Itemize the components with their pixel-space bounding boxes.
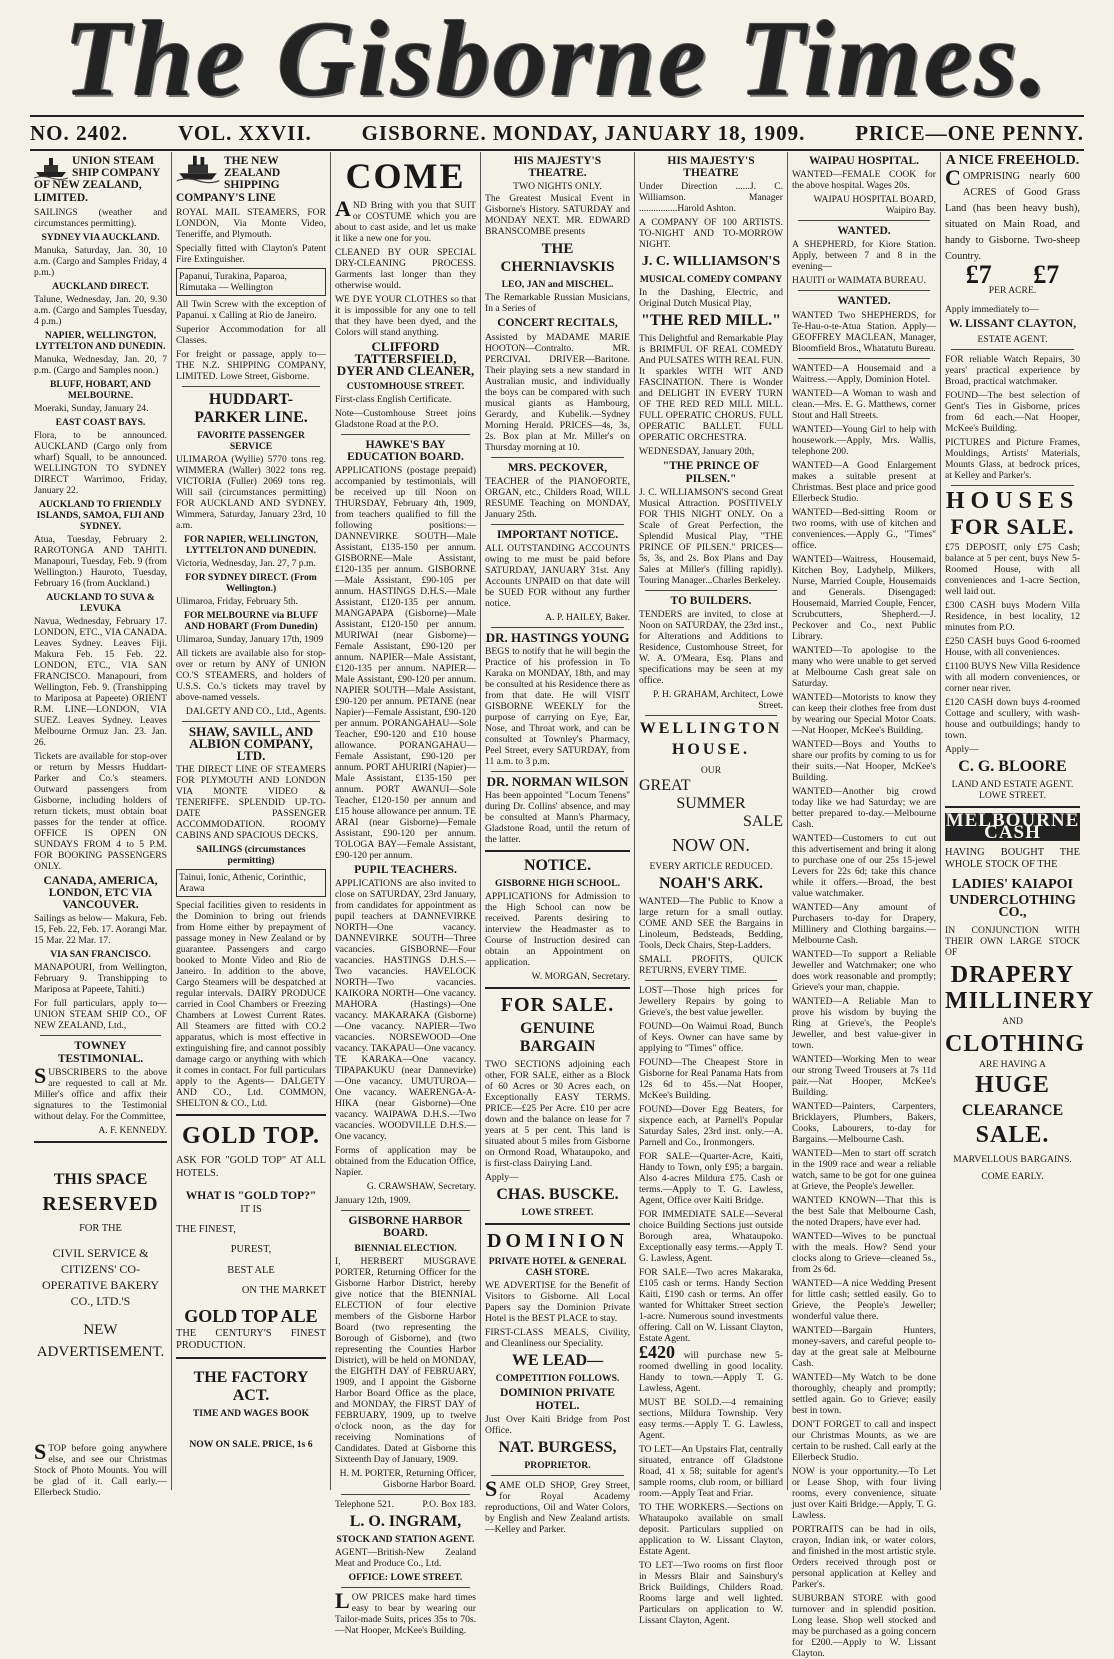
text: FOUND—Dover Egg Beaters, for sixpence each, at Parnell's Popular Saturday Sales, 23rd inst. only.—A. Parnell and Co., Ironmongers. <box>639 1103 783 1148</box>
signature: W. MORGAN, Secretary. <box>531 971 630 983</box>
heading: FOR SALE. <box>500 994 615 1017</box>
heading: DRAPERY <box>950 962 1075 989</box>
heading: AUCKLAND TO FRIENDLY ISLANDS, SAMOA, FIJI AND SYDNEY. <box>36 498 165 532</box>
signature: A. F. KENNEDY. <box>98 1124 167 1136</box>
text: SUMMER <box>676 795 746 813</box>
text: SUBURBAN STORE with good turnover and in splendid position. Long lease. Shop well stocked and may be purchased as a going concern for £200.—Apply to W. Lissant Clayton. <box>792 1592 936 1659</box>
text: FOR IMMEDIATE SALE—Several choice Building Sections just outside Borough area, Whataupoko. Exceptionally easy terms.—Apply T. G. Lawless, Agent. <box>639 1208 783 1264</box>
text: January 12th, 1909. <box>335 1195 411 1207</box>
heading: LOWE STREET. <box>521 1207 594 1219</box>
heading: THIS SPACE <box>53 1170 148 1188</box>
union-ad <box>34 155 167 1031</box>
place-date: GISBORNE. MONDAY, JANUARY 18, 1909. <box>361 120 806 145</box>
text: THE DIRECT LINE OF STEAMERS FOR PLYMOUTH AND LONDON VIA MONTE VIDEO & TENERIFFE. SPLENDID UP-TO-DATE PASSENGER ACCOMMODATION. ROOMY CABINS AND SPACIOUS DECKS. <box>176 764 326 842</box>
text: THE FINEST, <box>176 1224 236 1236</box>
heading: MUSICAL COMEDY COMPANY <box>639 274 783 286</box>
heading: STOCK AND STATION AGENT. <box>336 1533 475 1545</box>
text: SAME OLD SHOP, Grey Street, for Royal Academy reproductions, Oil and Water Colors, by English and New Zealand artists.—Kelley and Parker. <box>485 1475 630 1535</box>
heading: MELBOURNE CASH <box>945 809 1080 843</box>
text: IN CONJUNCTION WITH THEIR OWN LARGE STOCK OF <box>945 925 1080 959</box>
text: Superior Accommodation for all Classes. <box>176 323 326 346</box>
text: APPLICATIONS (postage prepaid) accompanied by testimonials, will be received up till Noon on THURSDAY, February 4th, 1909, from teachers qualified to fill the following positions:— DANNEVIRKE SOUTH—Male Assistant, £135-150 per annum. GISBORNE—Male Assistant, £120-135 per annum. GISBORNE—Male Assistant, £90-105 per annum. HASTINGS D.H.S.—Male Assistant, £120-135 per annum. MANGAPAPA (Gisborne)—Male Assistant, £120-150 per annum. MURIWAI (near Gisborne)—Female Assistant, £90-120 per annum. NAPIER—Male Assistant, £120-135 per annum. NAPIER—Male Assistant, £90-120 per annum. NAPIER SOUTH—Male Assistant, £90-120 per annum. PETANE (near Napier)—Female Assistant, £90-120 per annum. PORANGAHAU—Sole Teacher, £90-120 and £10 house allowance. PORANGAHAU—Female Assistant, £90-120 per annum. PORT AHURIRI (Napier)—Male Assistant, £135-150 per annum. PORT AWANUI—Sole Teacher, £120-150 per annum and £15 house allowance per annum. TE ARAI (near Gisborne)—Female Assistant, £90-120 per annum. TOLOGA BAY—Female Assistant, £90-120 per annum. <box>335 465 477 862</box>
text: Victoria, Wednesday, Jan. 27, 7 p.m. <box>176 557 316 569</box>
text: PER ACRE. <box>988 285 1037 297</box>
text: CIVIL SERVICE & CITIZENS' CO-OPERATIVE BAKERY CO., LTD.'S <box>41 1246 159 1309</box>
text: All tickets are available also for stop-over or return by ANY of UNION CO.'S STEAMERS, and holders of U.S.S. Co.'s tickets may travel by above-named vessels. <box>176 647 326 703</box>
text: OUR <box>700 765 722 777</box>
text: WANTED—A Woman to wash and clean.—Mrs. E. G. Matthews, corner Stout and Hall Streets. <box>792 387 936 421</box>
heading: VIA SAN FRANCISCO. <box>50 949 151 961</box>
dateline-rule <box>30 149 1084 151</box>
heading: DR. NORMAN WILSON <box>486 774 629 790</box>
text: DALGETY AND CO., Ltd., Agents. <box>185 705 326 717</box>
heading: PROPRIETOR. <box>524 1459 591 1471</box>
ship-icon <box>176 152 220 182</box>
text: BEST ALE <box>227 1264 275 1276</box>
text: Specially fitted with Clayton's Patent Fire Extinguisher. <box>176 242 326 265</box>
heading: WELLINGTON <box>639 720 783 738</box>
text: Assisted by MADAME MARIE HOOTON—Contralto. MR. PERCIVAL DRIVER—Baritone. Their playing sets a new standard in Australian music, and individually the boys can be compared with such musical giants as Hambourg, Gerardy, and Kubelik.—Sydney Morning Herald. PRICES—4s, 3s, 2s. Box plan at Mr. Miller's on Thursday morning at 10. <box>485 331 630 453</box>
text: In the Dashing, Electric, and Original Dutch Musical Play, <box>639 287 783 310</box>
text: ALL OUTSTANDING ACCOUNTS owing to me must be paid before SATURDAY, JANUARY 31st. Any Accounts UNPAID on that date will be SUED FOR without any further notice. <box>485 543 630 610</box>
column-1 <box>30 152 171 1498</box>
heading: C. G. BLOORE <box>958 757 1067 775</box>
heading: TOWNEY TESTIMONIAL. <box>57 1040 144 1065</box>
text: AGENT—British-New Zealand Meat and Produce Co., Ltd. <box>335 1546 476 1569</box>
column-5 <box>635 152 787 1626</box>
text: ASK FOR "GOLD TOP" AT ALL HOTELS. <box>176 1155 326 1179</box>
heading: NAT. BURGESS, <box>498 1438 617 1456</box>
heading: FOR MELBOURNE via BLUFF AND HOBART (From Dunedin) <box>183 609 319 632</box>
heading: MRS. PECKOVER, <box>507 461 608 474</box>
heading: "THE RED MILL." <box>640 312 781 330</box>
column-2 <box>172 152 330 1492</box>
text: LOW PRICES make hard times easy to bear by wearing our Tailor-made Suits, prices 35s to 70s.—Nat Hooper, McKee's Building. <box>335 1587 476 1636</box>
text: Forms of application may be obtained from the Education Office, Napier. <box>335 1145 476 1179</box>
text: WE DYE YOUR CLOTHES so that it is impossible for any one to tell that they have been dyed, and the Colors will stand anything. <box>335 294 476 338</box>
heading: COMPETITION FOLLOWS. <box>495 1373 620 1385</box>
heading: SYDNEY VIA AUCKLAND. <box>41 231 160 243</box>
text: I, HERBERT MUSGRAVE PORTER, Returning Officer for the Gisborne Harbor District, hereby give notice that the BIENNIAL ELECTION of four elective members of the Gisborne Harbor Board (two representing the Borough of Gisborne), and (two representing the Counties Harbor District), will be held on MONDAY, the EIGHTH DAY of FEBRUARY, 1909, and I appoint the Gisborne Harbor Board Office as the place, and MONDAY, the FIRST DAY of FEBRUARY, 1909, up to twelve o'clock noon, as the day for receiving Nominations of Candidates. Dated at Gisborne this Sixteenth Day of January, 1909. <box>335 1255 476 1465</box>
text: EVERY ARTICLE REDUCED. <box>649 860 773 872</box>
text: TO LET—Two rooms on first floor in Messrs Blair and Sainsbury's Brick Buildings, Childers Road. Rooms large and well lighted. Particulars on application to W. Lissant Clayton, Agent. <box>639 1559 783 1626</box>
heading: AUCKLAND DIRECT. <box>52 280 149 292</box>
text: This Delightful and Remarkable Play is BRIMFUL OF REAL COMEDY And PULSATES WITH REAL FUN. It sparkles WITH WIT AND FASCINATION. There is Wonder and DELIGHT IN EVERY TURN OF THE RED RED MILL MILL. FULL OPERATIC CHORUS. FULL OPERATIC BALLET. FULL OPERATIC ORCHESTRA. <box>639 333 783 444</box>
text: A COMPANY OF 100 ARTISTS. TO-NIGHT AND TO-MORROW NIGHT. <box>639 217 783 251</box>
heading: PRIVATE HOTEL & GENERAL CASH STORE. <box>488 1256 627 1279</box>
heading: GENUINE BARGAIN <box>519 1020 596 1056</box>
heading: L. O. INGRAM, <box>349 1512 462 1530</box>
issue-number: NO. 2402. <box>30 120 129 145</box>
text: Note—Customhouse Street joins Gladstone Road at the P.O. <box>335 407 476 430</box>
text: WANTED—My Watch to be done thoroughly, cheaply and promptly; settled again. Go to Grieve; easily best in town. <box>792 1371 936 1416</box>
heading: FOR SALE. <box>950 513 1075 539</box>
heading: HUGE <box>975 1072 1050 1099</box>
text: ULIMAROA (Wyllie) 5770 tons reg. WIMMERA (Waller) 3022 tons reg. VICTORIA (Fuller) 2069 tons reg. Will sail (circumstances permitting) FOR AUCKLAND AND SYDNEY. Wimmera, Saturday, January 23rd, 10 a.m. <box>176 453 326 531</box>
text: WANTED—A nice Wedding Present for little cash; settled easily. Go to Grieve, the People's Jeweller; wonderful value there. <box>792 1277 936 1322</box>
text: £1100 BUYS New Villa Residence with all modern conveniences, or corner near river. <box>945 660 1080 694</box>
signature: G. CRAWSHAW, Secretary. <box>366 1181 476 1193</box>
text: NOW ON. <box>672 834 750 855</box>
sailing-table: Papanui, Turakina, Paparoa, Rimutaka — Wellington <box>176 268 326 296</box>
heading: FOR SYDNEY DIRECT. (From Wellington.) <box>185 571 317 594</box>
heading: DOMINION PRIVATE HOTEL. <box>500 1387 615 1412</box>
text: WANTED—Boys and Youths to share our profits by coming to us for their suits.—Nat Hooper, McKee's Building. <box>792 738 936 783</box>
text: TWO NIGHTS ONLY. <box>513 181 602 193</box>
heading: CHAS. BUSCKE. <box>496 1186 619 1204</box>
text: PUREST, <box>230 1244 272 1256</box>
heading: LADIES' KAIAPOI <box>952 877 1073 893</box>
text: Ulimaroa, Friday, February 5th. <box>176 595 298 607</box>
text: IT IS <box>240 1204 262 1216</box>
text: CLEANED BY OUR SPECIAL DRY-CLEANING PROCESS. Garments last longer than they otherwise would. <box>335 247 476 291</box>
text: FOR reliable Watch Repairs, 30 years' practical experience by Broad, practical watchmaker. <box>945 353 1080 387</box>
heading: LEO, JAN and MISCHEL. <box>501 279 614 291</box>
heading: NAPIER, WELLINGTON, LYTTELTON AND DUNEDIN. <box>35 329 166 352</box>
text: Tickets are available for stop-over or return by Messrs Huddart-Parker and Co.'s steamers. Outward passengers from Gisborne, including holders of return tickets, must obtain boat passes for the tender at office. OFFICE IS OPEN ON SUNDAYS FROM 4 to 5 P.M. FOR BOOKING PASSENGERS ONLY. <box>34 750 167 872</box>
ship-icon <box>34 155 68 179</box>
heading: EAST COAST BAYS. <box>55 416 146 428</box>
reserved-ad <box>34 1171 167 1363</box>
text: AND Bring with you that SUIT or COSTUME which you are about to cast aside, and let us make it like a new one for you. <box>335 196 476 244</box>
text: ESTATE AGENT. <box>977 333 1048 345</box>
text: Just Over Kaiti Bridge from Post Office. <box>485 1413 630 1436</box>
text: FOR SALE—Quarter-Acre, Kaiti, Handy to Town, only £95; a bargain. Also 4-acres Mildura £75. Cash or terms.—Apply to T. G. Lawless, Agent, Office over Kaiti Bridge. <box>639 1150 783 1206</box>
text: Manuka, Wednesday, Jan. 20, 7 p.m. (Cargo and Samples noon.) <box>34 353 167 376</box>
text: MARVELLOUS BARGAINS. <box>953 1154 1072 1166</box>
heading: HOUSES <box>945 487 1080 514</box>
heading: GOLD TOP. <box>182 1123 320 1150</box>
heading: NOTICE. <box>523 857 592 875</box>
text: WANTED—A Good Enlargement makes a suitable present at Christmas. Best place and price good Ellerbeck Studio. <box>792 459 936 504</box>
text: Atua, Tuesday, February 2. RAROTONGA AND TAHITI. Manapouri, Tuesday, Feb. 9 (from Wellington.) Hauroto, Tuesday, February 16 (from Auckland.) <box>34 533 167 589</box>
heading: J. C. WILLIAMSON'S <box>641 254 781 270</box>
text: Has been appointed "Locum Tenens" during Dr. Collins' absence, and may be consulted at Mann's Pharmacy, Gladstone Road, until the return of the latter. <box>485 790 630 846</box>
heading: SAILINGS (circumstances permitting) <box>196 844 306 867</box>
stop-ad <box>34 1439 167 1501</box>
text: DON'T FORGET to call and inspect our Christmas Mounts, as we are certain to be rushed. Call early at the Ellerbeck Studio. <box>792 1418 936 1463</box>
text: WEDNESDAY, January 20th, <box>639 446 755 458</box>
text: First-class English Certificate. <box>335 393 452 405</box>
heading: WE LEAD— <box>511 1352 604 1370</box>
text: THE CENTURY'S FINEST PRODUCTION. <box>176 1328 326 1352</box>
text: COME EARLY. <box>981 1171 1044 1183</box>
text: P.O. Box 183. <box>422 1498 476 1510</box>
text: WANTED—Wives to be punctual with the meals. How? Send your clocks along to Grieve—cleaned 5s., from 2s 6d. <box>792 1230 936 1275</box>
text: Manuka, Saturday, Jan. 30, 10 a.m. (Cargo and Samples Friday, 4 p.m.) <box>34 244 167 278</box>
text: PICTURES and Picture Frames, Mouldings, Artists' Materials, Mounts Glass, at bedrock prices, at Kelley and Parker's. <box>945 436 1080 481</box>
text: WANTED—Young Girl to help with housework.—Apply, Mrs. Wallis, telephone 200. <box>792 423 936 457</box>
text: WANTED—Any amount of Purchasers to-day for Drapery, Millinery and Clothing bargains.—Melbourne Cash. <box>792 901 936 946</box>
heading: IMPORTANT NOTICE. <box>496 528 619 541</box>
text: WANTED—Working Men to wear our strong Tweed Trousers at 7s 11d pair.—Nat Hooper, McKee's Building. <box>792 1053 936 1098</box>
text: COMPRISING nearly 600 ACRES of Good Grass Land (has been heavy bush), situated on Main Road, and handy to Gisborne. Two-sheep Country. <box>945 165 1080 263</box>
text: FOR THE <box>79 1222 122 1234</box>
text: Apply— <box>945 743 979 755</box>
text: Under Direction ......J. C. Williamson. Manager ................Harold Ashton. <box>639 181 783 215</box>
text: STOP before going anywhere else, and see our Christmas Stock of Photo Mounts. You will be glad of it. Call early.—Ellerbeck Studio. <box>34 1439 167 1498</box>
text: Apply— <box>485 1172 519 1184</box>
heading: FAVORITE PASSENGER SERVICE <box>197 429 305 452</box>
heading: WAIPAU HOSPITAL. <box>808 155 920 167</box>
heading: CANADA, AMERICA, LONDON, ETC VIA VANCOUVER. <box>43 874 158 912</box>
heading: RESERVED <box>42 1192 159 1215</box>
text: WANTED—The Public to Know a large return for a small outlay. COME AND SEE the Bargains in Linoleum, Bedsteads, Bedding, Tools, Deck Chairs, Step-Ladders. <box>639 895 783 951</box>
text: MANAPOURI, from Wellington, February 9. Transhipping to Mariposa at Papeete, Tahiti.) <box>34 962 167 996</box>
text: WANTED—Another big crowd today like we had Saturday; we are better prepared to-day.—Melbourne Cash. <box>792 785 936 830</box>
heading: FOR NAPIER, WELLINGTON, LYTTELTON AND DUNEDIN. <box>184 533 318 556</box>
heading: BLUFF, HOBART, AND MELBOURNE. <box>50 378 151 401</box>
text: HAVING BOUGHT THE WHOLE STOCK OF THE <box>945 847 1080 871</box>
text: FOUND—The Cheapest Store in Gisborne for Real Panama Hats from 12s 6d to 45s.—Nat Hooper, McKee's Building. <box>639 1056 783 1101</box>
heading: COME <box>345 156 466 196</box>
text: WANTED—Bargain Hunters, money-savers, and careful people to-day at the great sale at Melbourne Cash. <box>792 1324 936 1369</box>
text: Moeraki, Sunday, January 24. <box>34 402 149 414</box>
text: Ulimaroa, Sunday, January 17th, 1909 <box>176 633 324 645</box>
text: WANTED—A Housemaid and a Waitress.—Apply, Dominion Hotel. <box>792 362 936 385</box>
text: For freight or passage, apply to— THE N.Z. SHIPPING COMPANY, LIMITED. Lowe Street, Gisborne. <box>176 348 326 382</box>
text: ROYAL MAIL STEAMERS, FOR LONDON, Via Monte Video, Teneriffe, and Plymouth. <box>176 206 326 240</box>
text: TENDERS are invited, to close at Noon on SATURDAY, the 23rd inst., for Alterations and Additions to Residence, Customhouse Street, for W. A. O'Meara, Esq. Plans and specifications may be seen at my office. <box>639 609 783 687</box>
heading: DR. HASTINGS YOUNG <box>485 630 630 646</box>
text: AND <box>1002 1016 1023 1028</box>
text: TO LET—An Upstairs Flat, centrally situated, entrance off Gladstone Road, 41 x 58; suitable for agent's sample rooms, club room, or billiard room.—Apply Teat and Friar. <box>639 1443 783 1499</box>
text: All Twin Screw with the exception of Papanui. x Calling at Rio de Janeiro. <box>176 298 326 321</box>
text: TEACHER of the PIANOFORTE, ORGAN, etc., Childers Road, WILL RESUME Teaching on MONDAY, January 25th. <box>485 475 630 520</box>
text: WANTED—To support a Reliable Jeweller and Watchmaker; one who does work reasonable and promptly; Grieve's your man, chappie. <box>792 948 936 993</box>
text: Apply immediately to— <box>945 304 1039 316</box>
heading: HIS MAJESTY'S THEATRE. <box>513 155 602 180</box>
heading: NOAH'S ARK. <box>658 874 763 892</box>
text: WANTED—Customers to cut out this advertisement and bring it along to purchase one of our 25s 15-jewel Levers for 22s 6d; take this chance while it offers.—Broad, the best value watchmaker. <box>792 832 936 899</box>
text: Talune, Wednesday, Jan. 20, 9.30 a.m. (Cargo and Samples Tuesday, 4 p.m.) <box>34 293 167 327</box>
price: PRICE—ONE PENNY. <box>855 120 1084 145</box>
heading: UNION STEAM SHIP COMPANY OF NEW ZEALAND, LIMITED. <box>34 155 160 204</box>
text: ARE HAVING A <box>979 1059 1046 1071</box>
price: £7 <box>1033 260 1060 290</box>
heading: HUDDART-PARKER LINE. <box>194 390 308 426</box>
text: WAIPAU HOSPITAL BOARD, Waipiro Bay. <box>813 194 936 217</box>
text: Navua, Wednesday, February 17. LONDON, ETC., VIA CANADA. Leaves Sydney. Leaves Fiji. Makura Feb. 15 Feb. 22. LONDON, ETC., VIA SAN FRANCISCO. Manapouri, from Wellington, Feb. 9. (Transhipping to Mariposa at Papeete) ORIENT R.M. LINE—LONDON, VIA SUEZ. Leaves Sydney. Leaves Melbourne Ormuz Jan. 23. Jan. 26. <box>34 615 167 748</box>
price: £7 <box>965 260 992 290</box>
text: will purchase new 5-roomed dwelling in good locality. Handy to town.—Apply T. G. Lawless, Agent. <box>639 1349 783 1394</box>
text: Telephone 521. <box>335 1498 395 1510</box>
heading: NEW ADVERTISEMENT. <box>36 1322 165 1361</box>
text: WANTED—FEMALE COOK for the above hospital. Wages 20s. <box>792 169 936 192</box>
heading: CUSTOMHOUSE STREET. <box>346 380 465 392</box>
masthead <box>30 0 1084 119</box>
heading: WHAT IS "GOLD TOP?" <box>185 1189 317 1202</box>
text: £120 CASH down buys 4-roomed Cottage and scullery, with wash-house and outbuildings; handy to town. <box>945 696 1080 741</box>
heading: SALE. <box>975 1122 1050 1149</box>
text: WANTED—To apologise to the many who were unable to get served at Melbourne Cash great sale on Saturday. <box>792 644 936 689</box>
text: WANTED Two SHEPHERDS, for Te-Hau-o-te-Atua Station. Apply— GEOFFREY MACLEAN, Manager, Bloomfield Bros., Whatatutu Bureau. <box>792 309 936 354</box>
text: £300 CASH buys Modern Villa Residence, in best locality, 12 minutes from P.O. <box>945 599 1080 633</box>
heading: A NICE FREEHOLD. <box>945 153 1080 168</box>
heading: HIS MAJESTY'S THEATRE <box>667 155 755 180</box>
heading: UNDERCLOTHING CO., <box>949 892 1076 920</box>
price: £420 <box>639 1341 675 1362</box>
text: Sailings as below— Makura, Feb. 15, Feb. 22, Feb. 17. Aorangi Mar. 15 Mar. 22 Mar. 17. <box>34 913 167 947</box>
text: BEGS to notify that he will begin the Practice of his profession in To Karaka on MONDAY, 18th, and may be consulted at his Residence there as from that date. He will VISIT GISBORNE WEEKLY for the purpose of carrying on Eye, Ear, Nose, and Throat work, and can be consulted at Townley's Pharmacy, Peel Street, every SATURDAY, from 11 a.m. to 3 p.m. <box>485 646 630 768</box>
heading: SHAW, SAVILL, AND ALBION COMPANY, LTD. <box>188 723 314 764</box>
heading: WANTED. <box>837 295 891 308</box>
text: £250 CASH buys Good 6-roomed House, with all conveniences. <box>945 635 1080 658</box>
heading: "THE PRINCE OF PILSEN." <box>662 460 760 485</box>
heading: GOLD TOP ALE <box>184 1306 318 1327</box>
heading: THE FACTORY ACT. <box>193 1369 309 1405</box>
text: WANTED—Bed-sitting Room or two rooms, with use of kitchen and conveniences.—Apply G., "Times" office. <box>792 506 936 551</box>
text: NOW is your opportunity.—To Let or Lease Shop, with four living rooms, every convenience, situate just over Kaiti Bridge.—Apply, T. G. Lawless. <box>792 1465 936 1521</box>
price-row <box>945 260 1080 290</box>
heading: GISBORNE HIGH SCHOOL. <box>494 878 620 890</box>
text: FOR SALE—Two acres Makaraka, £105 cash or terms. Handy Section Kaiti, £190 cash or terms. An offer wanted for Whittaker Street section 1-acre. Numerous sound investments offering. Call on W. Lissant Clayton, Estate Agent. <box>639 1266 783 1344</box>
text: FIRST-CLASS MEALS, Civility, and Cleanliness our Speciality. <box>485 1327 630 1350</box>
text: WANTED KNOWN—That this is the best Sale that Melbourne Cash, the noted Drapers, have ever had. <box>792 1194 936 1228</box>
heading: HOUSE. <box>671 741 750 759</box>
masthead-rule <box>30 115 1084 117</box>
heading: HAWKE'S BAY EDUCATION BOARD. <box>347 438 464 463</box>
text: PORTRAITS can be had in oils, crayon, Indian ink, or water colors, and finished in the most artistic style. Orders received through post or personal application at Kelley and Parker's. <box>792 1523 936 1590</box>
text: For full particulars, apply to— UNION STEAM SHIP CO., OF NEW ZEALAND, Ltd., <box>34 998 167 1032</box>
text: WANTED—Waitress, Housemaid, Kitchen Boy, Ladyhelp, Milkers, Nurse, Married Couple, Housemaids and Generals. Disengaged: Housemaid, Married Couple, Fencer, Scrubcutters, Shepherd.—J. Peckover and Co., next Public Library. <box>792 553 936 642</box>
sailing-table: Tainui, Ionic, Athenic, Corinthic, Arawa <box>176 869 326 897</box>
text: FOUND—The best selection of Gent's Ties in Gisborne, prices from 6d each.—Nat Hooper, McKee's Building. <box>945 389 1080 434</box>
signature: A. P. HAILEY, Baker. <box>545 612 630 624</box>
text: APPLICATIONS for Admission to the High School can now be received. Parents desiring to interview the Headmaster as to Course of Instruction desired can obtain an Appointment on application. <box>485 891 630 969</box>
text: A SHEPHERD, for Kiore Station. Apply, between 7 and 8 in the evening— <box>792 239 936 273</box>
text: Special facilities given to residents in the Dominion to bring out friends from Home either by prepayment of passage money in New Zealand or by guarantee. Passengers and cargo booked to Monte Video and Rio de Janeiro. In addition to the above, Cargo Steamers will be despatched at regular intervals. DAIRY PRODUCE carried in Cool Chambers or Freezing Chambers at Lowest Current Rates. All Steamers are fitted with CO.2 apparatus, which is most effective in extinguishing fire, and cannot possibly damage cargo or anything with which it comes in contact. For full particulars apply to the Agents— DALGETY AND CO., Ltd. COMMON, SHELTON & CO., Ltd. <box>176 900 326 1110</box>
text: J. C. WILLIAMSON'S second Great Musical Attraction. POSITIVELY FOR THIS NIGHT ONLY. On a Scale of Great Perfection, the Splendid Musical Play, "THE PRINCE OF PILSEN." PRICES—5s, 3s, and 2s. Box Plans and Day Sales at Miller's (filling rapidly). Touring Manager...Charles Berkeley. <box>639 486 783 586</box>
text: LOST—Those high prices for Jewellery Repairs by going to Grieve's, the best value jeweller. <box>639 984 783 1018</box>
text: WANTED—Men to start off scratch in the 1909 race and wear a reliable watch, same to be got for one guinea at Grieve, the People's Jeweller. <box>792 1147 936 1192</box>
column-6 <box>788 152 940 1659</box>
text: MUST BE SOLD.—4 remaining sections, Mildura Township. Very easy terms.—Apply T. G. Lawless, Agent. <box>639 1396 783 1441</box>
heading: TIME AND WAGES BOOK <box>192 1408 310 1420</box>
text: The Greatest Musical Event in Gisborne's History. SATURDAY and MONDAY NEXT. MR. EDWARD BRANSCOMBE presents <box>485 193 630 238</box>
text: SALE <box>743 813 783 831</box>
heading: CLOTHING <box>945 1031 1086 1058</box>
text: WANTED—A Reliable Man to prove his wisdom by buying the Ring at Grieve's, the People's Jeweller, and best value-giver in town. <box>792 995 936 1051</box>
text: SMALL PROFITS, QUICK RETURNS, EVERY TIME. <box>639 953 783 976</box>
text: TWO SECTIONS adjoining each other, FOR SALE, either as a Block of 60 Acres or 30 Acres each, on Exceptionally EASY TERMS. PRICE—£25 Per Acre. £10 per acre down and the balance on lease for 7 years at 5 per cent. This land is situated about 5 miles from Gisborne on Ormond Road, Whataupoko, and is first-class Dairying Land. <box>485 1059 630 1170</box>
signature: H. M. PORTER, Returning Officer, Gisborne Harbor Board. <box>339 1467 476 1490</box>
text: SAILINGS (weather and circumstances permitting). <box>34 206 167 229</box>
column-3 <box>331 152 480 1636</box>
text: LAND AND ESTATE AGENT. LOWE STREET. <box>951 778 1074 801</box>
text: GREAT <box>639 777 691 795</box>
heading: THE CHERNIAVSKIS <box>500 241 615 276</box>
dateline <box>30 118 1084 148</box>
text: Flora, to be announced. AUCKLAND (Cargo only from wharf) Squall, to be announced. WELLINGTON TO SYDNEY DIRECT Warrimoo, Friday, January 22. <box>34 429 167 496</box>
heading: DOMINION <box>487 1230 628 1253</box>
heading: AUCKLAND TO SUVA & LEVUKA <box>46 591 155 614</box>
text: ON THE MARKET <box>241 1284 326 1296</box>
heading: CONCERT RECITALS, <box>497 317 618 330</box>
text: SUBSCRIBERS to the above are requested to call at Mr. Miller's office and affix their signatures to the Testimonial without delay. For the Committee, <box>34 1062 167 1122</box>
heading: THE NEW ZEALAND SHIPPING COMPANY'S LINE <box>176 155 281 204</box>
heading: PUPIL TEACHERS. <box>354 864 457 877</box>
heading: MILLINERY <box>945 988 1095 1015</box>
text: FOUND—On Waimui Road, Bunch of Keys. Owner can have same by applying to "Times" office. <box>639 1020 783 1054</box>
signature: P. H. GRAHAM, Architect, Lowe Street. <box>652 689 783 712</box>
volume-number: VOL. XXVII. <box>178 120 312 145</box>
heading: BIENNIAL ELECTION. <box>354 1242 457 1254</box>
text: APPLICATIONS are also invited to close on SATURDAY, 23rd January, from candidates for appointment as pupil teachers at DANNEVIRKE NORTH—One vacancy. DANNEVIRKE SOUTH—Three vacancies. GISBORNE—Four vacancies. HASTINGS D.H.S.—Two vacancies. HAVELOCK NORTH—Two vacancies. KAIKORA NORTH—One vacancy. MAHORA (Hastings)—One vacancy. MAKARAKA (Gisborne)—One vacancy. NAPIER—Two vacancies. NORSEWOOD—One vacancy. TAKAPAU—One vacancy. TE KARAKA—One vacancy. TIPAPAKUKU (near Dannevirke)—One vacancy. UMUTUROA—One vacancy. WAERENGA-A-HIKA (near Gisborne)—One vacancy. WAIPAWA D.H.S.—Two vacancies. WOODVILLE D.H.S.—One vacancy. <box>335 878 476 1143</box>
heading: CLIFFORD TATTERSFIELD, DYER AND CLEANER, <box>336 339 475 379</box>
text: WE ADVERTISE for the Benefit of Visitors to Gisborne. All Local Papers say the Dominion Private Hotel is the BEST PLACE to stay. <box>485 1280 630 1325</box>
heading: GISBORNE HARBOR BOARD. <box>348 1215 463 1240</box>
text: The Remarkable Russian Musicians, In a Series of <box>485 292 630 315</box>
heading: CLEARANCE <box>961 1102 1064 1120</box>
text: HAUITI or WAIMATA BUREAU. <box>792 275 926 287</box>
text: £75 DEPOSIT, only £75 Cash; balance at 5 per cent, buys New 5-Roomed House, with all conveniences and 1-acre Section, well laid out. <box>945 541 1080 597</box>
text: TO THE WORKERS.—Sections on Whataupoko available on small deposit. Particulars supplied on application to W. Lissant Clayton, Estate Agent. <box>639 1501 783 1557</box>
newspaper-title: The Gisborne Times. <box>64 0 1050 119</box>
text: WANTED—Painters, Carpenters, Bricklayers, Plumbers, Bakers, Cooks, Labourers, to-day for Bargains.—Melbourne Cash. <box>792 1100 936 1145</box>
column-7 <box>941 152 1095 1492</box>
column-4 <box>481 152 634 1535</box>
heading: W. LISSANT CLAYTON, <box>948 318 1077 331</box>
text: WANTED—Motorists to know they can keep their clothes free from dust by wearing our Special Motor Coats.—Nat Hooper, McKee's Building. <box>792 691 936 736</box>
heading: WANTED. <box>837 225 891 238</box>
heading: NOW ON SALE. PRICE, 1s 6 <box>189 1439 313 1451</box>
heading: OFFICE: LOWE STREET. <box>348 1571 463 1583</box>
heading: TO BUILDERS. <box>670 594 752 607</box>
